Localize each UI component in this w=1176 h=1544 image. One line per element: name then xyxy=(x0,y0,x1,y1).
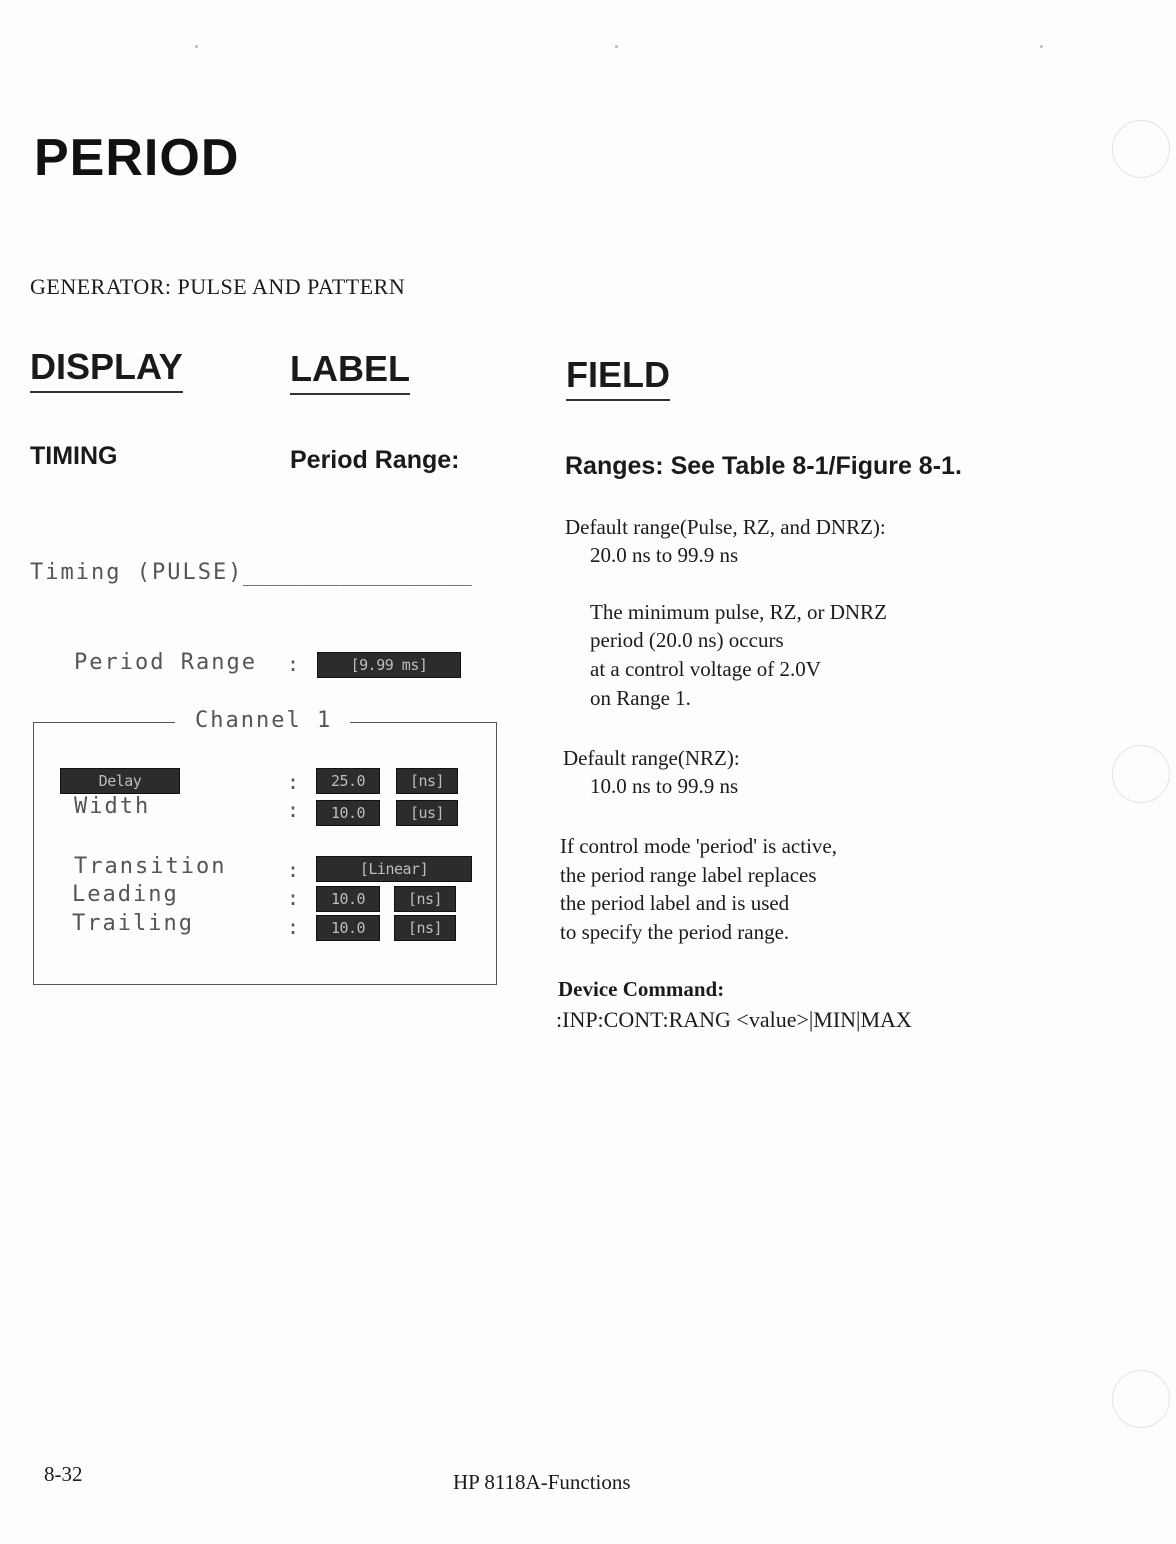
period-range-label: Period Range xyxy=(74,650,257,675)
delay-unit[interactable]: [ns] xyxy=(396,768,458,794)
default-range-pulse: Default range(Pulse, RZ, and DNRZ): xyxy=(565,515,886,539)
label-column-header: LABEL xyxy=(290,348,410,395)
period-range-colon: : xyxy=(287,652,300,676)
default-range-pulse-values: 20.0 ns to 99.9 ns xyxy=(590,543,739,567)
leading-value[interactable]: 10.0 xyxy=(316,886,380,912)
device-command-label: Device Command: xyxy=(558,977,725,1001)
default-range-nrz-values: 10.0 ns to 99.9 ns xyxy=(590,774,739,798)
period-range-value[interactable]: [9.99 ms] xyxy=(317,652,461,678)
width-unit[interactable]: [us] xyxy=(396,800,458,826)
default-range-nrz: Default range(NRZ): xyxy=(563,746,740,770)
scan-speck xyxy=(195,45,198,48)
min-period-line-1: The minimum pulse, RZ, or DNRZ xyxy=(590,600,887,624)
delay-value[interactable]: 25.0 xyxy=(316,768,380,794)
footer-title: HP 8118A-Functions xyxy=(453,1470,631,1494)
width-colon: : xyxy=(287,798,300,822)
leading-colon: : xyxy=(287,886,300,910)
generator-line: GENERATOR: PULSE AND PATTERN xyxy=(30,274,406,299)
page-number: 8-32 xyxy=(44,1462,83,1486)
control-mode-line-4: to specify the period range. xyxy=(560,920,790,944)
control-mode-line-1: If control mode 'period' is active, xyxy=(560,834,837,858)
field-column-header: FIELD xyxy=(566,354,670,401)
leading-unit[interactable]: [ns] xyxy=(394,886,456,912)
scan-speck xyxy=(615,45,618,48)
screen-title-rule: ___________________ xyxy=(243,562,472,586)
label-period-range: Period Range: xyxy=(290,446,460,474)
screen-title: Timing (PULSE) xyxy=(30,560,244,585)
min-period-line-4: on Range 1. xyxy=(590,686,691,710)
transition-label: Transition xyxy=(74,854,227,879)
trailing-unit[interactable]: [ns] xyxy=(394,915,456,941)
display-column-header: DISPLAY xyxy=(30,346,183,393)
transition-colon: : xyxy=(287,858,300,882)
binder-hole xyxy=(1112,120,1170,178)
trailing-colon: : xyxy=(287,915,300,939)
delay-label[interactable]: Delay xyxy=(60,768,180,794)
min-period-line-2: period (20.0 ns) occurs xyxy=(590,628,784,652)
transition-value[interactable]: [Linear] xyxy=(316,856,472,882)
control-mode-line-2: the period range label replaces xyxy=(560,863,817,887)
width-value[interactable]: 10.0 xyxy=(316,800,380,826)
display-section-timing: TIMING xyxy=(30,442,118,470)
trailing-label: Trailing xyxy=(72,911,194,936)
control-mode-line-3: the period label and is used xyxy=(560,891,790,915)
device-command: :INP:CONT:RANG <value>|MIN|MAX xyxy=(556,1007,912,1032)
trailing-value[interactable]: 10.0 xyxy=(316,915,380,941)
binder-hole xyxy=(1112,1370,1170,1428)
field-ranges-heading: Ranges: See Table 8-1/Figure 8-1. xyxy=(565,452,962,480)
leading-label: Leading xyxy=(72,882,179,907)
page-title: PERIOD xyxy=(34,129,240,187)
scan-speck xyxy=(1040,45,1043,48)
channel-title: Channel 1 xyxy=(195,708,333,733)
width-label: Width xyxy=(74,794,151,819)
min-period-line-3: at a control voltage of 2.0V xyxy=(590,657,821,681)
delay-colon: : xyxy=(287,770,300,794)
binder-hole xyxy=(1112,745,1170,803)
